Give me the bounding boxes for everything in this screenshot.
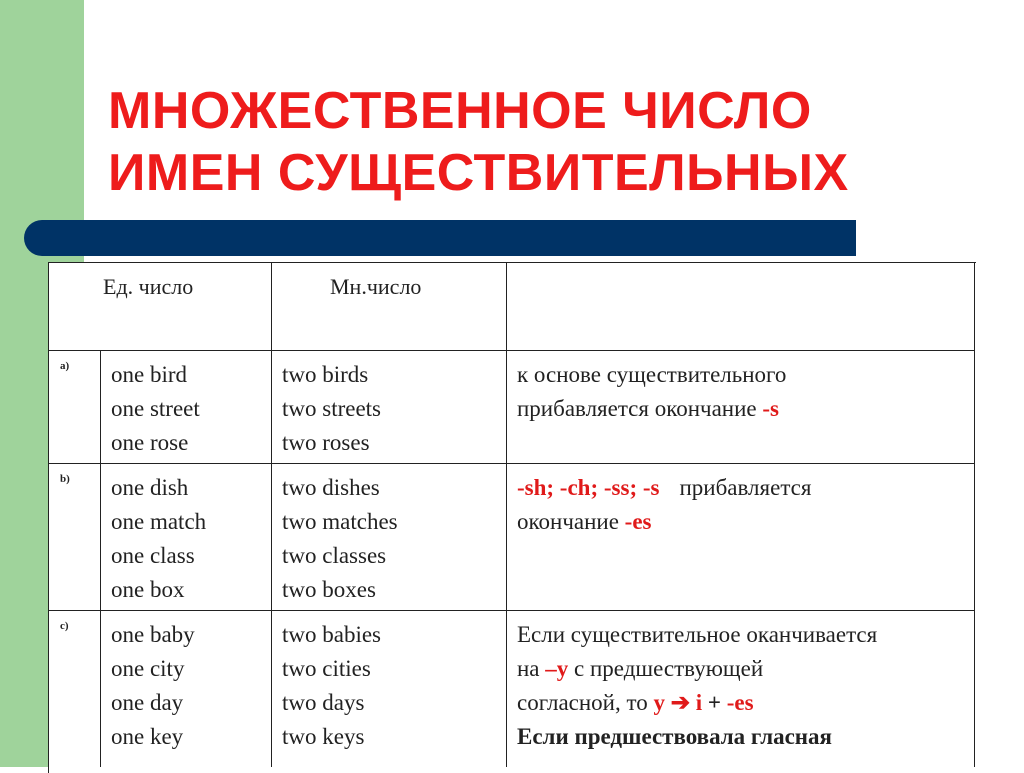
rule-text (517, 392, 786, 426)
rule-cell-b (517, 471, 811, 539)
rule-text (517, 652, 877, 686)
singular-cell-c (111, 618, 195, 754)
rule-text: к основе существительного (517, 362, 787, 387)
rule-text-part: прибавляется окончание (517, 396, 763, 421)
decorative-navy-bar (24, 220, 856, 256)
arrow-right-icon: ➔ (670, 690, 691, 715)
list-item: one city (111, 656, 185, 681)
rule-text-part: окончание (517, 509, 625, 534)
rule-text-part: согласной, то (517, 690, 654, 715)
ending-highlight: -es (624, 509, 652, 534)
plural-cell-b (282, 471, 398, 607)
rule-text (517, 686, 877, 720)
singular-cell-b (111, 471, 206, 607)
slide-title-line-2: ИМЕН СУЩЕСТВИТЕЛЬНЫХ (108, 144, 849, 202)
list-item: one dish (111, 475, 189, 500)
row-marker-a: a) (60, 360, 70, 372)
rule-cell-a (517, 358, 786, 426)
ending-highlight: -es (726, 690, 754, 715)
ending-highlight: i (695, 690, 703, 715)
row-marker-c: c) (60, 620, 69, 632)
rule-text-part: прибавляется (679, 475, 812, 500)
list-item: one street (111, 396, 200, 421)
list-item: one rose (111, 430, 189, 455)
ending-highlight: y (653, 690, 665, 715)
rule-text: Если существительное оканчивается (517, 622, 878, 647)
rule-cell-c (517, 618, 877, 754)
list-item: two babies (282, 622, 382, 647)
list-item: one day (111, 690, 184, 715)
table-row-divider-b (48, 610, 975, 611)
list-item: two birds (282, 362, 369, 387)
list-item: one class (111, 543, 195, 568)
slide-title-line-1: МНОЖЕСТВЕННОЕ ЧИСЛО (108, 82, 812, 140)
list-item: one baby (111, 622, 195, 647)
list-item: one match (111, 509, 207, 534)
slide-title (108, 80, 1008, 204)
ending-highlight: -s (762, 396, 780, 421)
table-col-divider-1 (271, 262, 272, 767)
plural-cell-a (282, 358, 381, 460)
rule-text-part: с предшествующей (568, 656, 764, 681)
list-item: two dishes (282, 475, 380, 500)
list-item: two cities (282, 656, 371, 681)
row-marker-b: b) (60, 473, 70, 485)
singular-cell-a (111, 358, 200, 460)
list-item: two keys (282, 724, 365, 749)
list-item: two roses (282, 430, 370, 455)
table-right-border (974, 262, 975, 767)
rule-text (517, 471, 811, 505)
list-item: two boxes (282, 577, 376, 602)
list-item: two matches (282, 509, 398, 534)
plural-cell-c (282, 618, 381, 754)
table-row-divider-header (48, 350, 975, 351)
rule-text-part: на (517, 656, 546, 681)
ending-highlight: –y (545, 656, 569, 681)
plus-sign: + (702, 690, 727, 715)
list-item: two days (282, 690, 365, 715)
list-item: one bird (111, 362, 188, 387)
table-row-divider-a (48, 463, 975, 464)
table-col-divider-2 (506, 262, 507, 767)
header-singular: Ед. число (103, 274, 194, 299)
table-marker-divider (100, 350, 101, 767)
header-plural: Мн.число (330, 274, 422, 299)
list-item: one key (111, 724, 184, 749)
ending-highlight: -sh; -ch; -ss; -s (517, 475, 660, 500)
list-item: two classes (282, 543, 387, 568)
list-item: two streets (282, 396, 382, 421)
list-item: one box (111, 577, 185, 602)
rule-text: Если предшествовала гласная (517, 724, 833, 749)
rule-text (517, 505, 811, 539)
